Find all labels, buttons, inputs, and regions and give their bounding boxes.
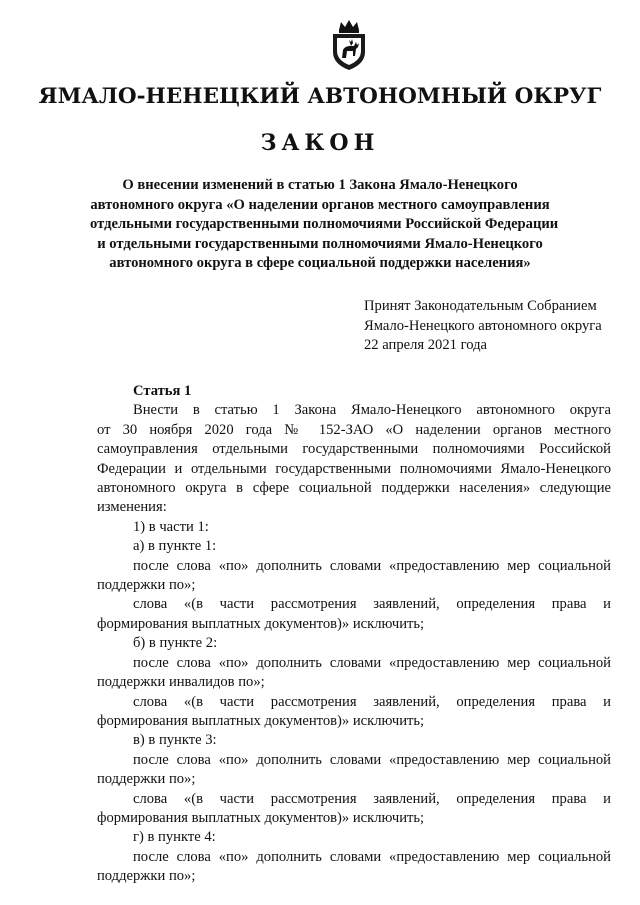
coat-of-arms-emblem <box>329 18 369 72</box>
article-line: а) в пункте 1: <box>133 538 217 555</box>
article-line: формирования выплатных документов)» исключить; <box>97 615 425 632</box>
article-line: изменения: <box>97 499 167 516</box>
subject-line: О внесении изменений в статью 1 Закона Ямало-Ненецкого <box>122 177 518 193</box>
article-line: от 30 ноября 2020 года № 152-ЗАО «О наделении органов местного <box>97 421 611 438</box>
adoption-date: 22 апреля 2021 года <box>364 337 487 353</box>
article-line: г) в пункте 4: <box>133 829 216 846</box>
article-line: поддержки по»; <box>97 577 196 594</box>
subject-line: и отдельными государственными полномочиями Ямало-Ненецкого <box>97 235 543 252</box>
article-line: формирования выплатных документов)» исключить; <box>97 712 425 729</box>
adoption-line: Принят Законодательным Собранием <box>364 298 597 314</box>
article-line: б) в пункте 2: <box>133 635 218 652</box>
article-line: после слова «по» дополнить словами «предоставлению мер социальной <box>133 557 611 574</box>
article-line: слова «(в части рассмотрения заявлений, определения права и <box>133 596 611 613</box>
adoption-note <box>364 297 602 356</box>
article-line: поддержки по»; <box>97 868 196 885</box>
article-line: поддержки инвалидов по»; <box>97 674 265 691</box>
article-title: Статья 1 <box>133 383 192 399</box>
subject-line: автономного округа в сфере социальной поддержки населения» <box>109 255 531 271</box>
document-type-title: ЗАКОН <box>260 130 380 156</box>
article-line: после слова «по» дополнить словами «предоставлению мер социальной <box>133 848 611 865</box>
article-line: после слова «по» дополнить словами «предоставлению мер социальной <box>133 654 611 671</box>
article-line: Федерации и отдельными государственными полномочиями Ямало-Ненецкого <box>97 460 611 477</box>
article-1 <box>97 382 611 887</box>
article-line: слова «(в части рассмотрения заявлений, определения права и <box>133 693 611 710</box>
article-line: поддержки по»; <box>97 771 196 788</box>
article-line: самоуправления отдельными государственными полномочиями Российской <box>97 441 611 458</box>
article-line: слова «(в части рассмотрения заявлений, определения права и <box>133 790 611 807</box>
article-line: 1) в части 1: <box>133 518 209 535</box>
subject-line: отдельными государственными полномочиями Российской Федерации <box>90 216 559 232</box>
subject-line: автономного округа «О наделении органов местного самоуправления <box>90 196 550 213</box>
region-heading: ЯМАЛО-НЕНЕЦКИЙ АВТОНОМНЫЙ ОКРУГ <box>38 84 602 109</box>
law-subject-title <box>90 176 559 274</box>
article-line: в) в пункте 3: <box>133 732 217 749</box>
adoption-line: Ямало-Ненецкого автономного округа <box>364 317 602 334</box>
article-line: формирования выплатных документов)» исключить; <box>97 809 425 826</box>
article-line: автономного округа в сфере социальной поддержки населения» следующие <box>97 480 611 497</box>
article-line: после слова «по» дополнить словами «предоставлению мер социальной <box>133 751 611 768</box>
article-line: Внести в статью 1 Закона Ямало-Ненецкого автономного округа <box>133 402 611 419</box>
